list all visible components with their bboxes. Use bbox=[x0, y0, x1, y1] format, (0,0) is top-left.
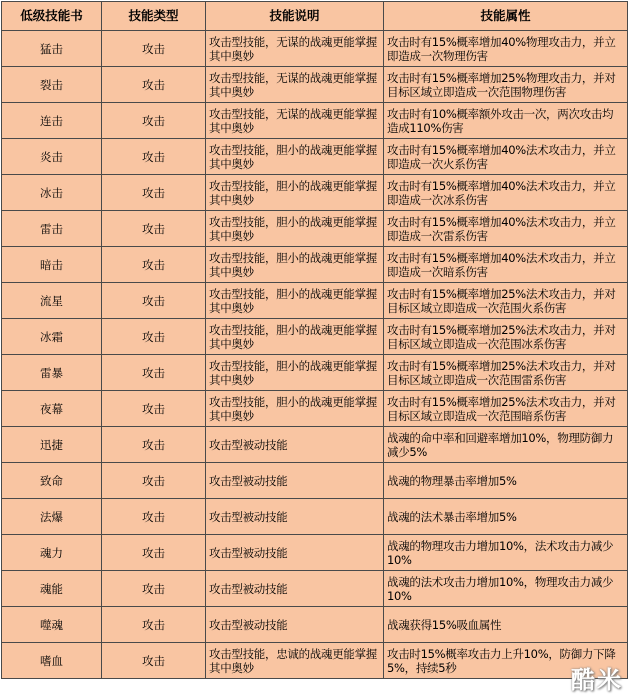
skill-desc-cell: 攻击型技能，忠诚的战魂更能掌握其中奥妙 bbox=[206, 643, 384, 679]
table-row bbox=[2, 535, 628, 571]
skill-type-cell: 攻击 bbox=[102, 139, 206, 175]
skill-desc-cell: 攻击型技能，胆小的战魂更能掌握其中奥妙 bbox=[206, 211, 384, 247]
skill-attr-cell: 攻击时有15%概率增加40%法术攻击力，并立即造成一次火系伤害 bbox=[384, 139, 628, 175]
skill-name-cell: 魂力 bbox=[2, 535, 102, 571]
skill-attr-cell: 战魂的法术攻击力增加10%，物理攻击力减少10% bbox=[384, 571, 628, 607]
skill-attr-cell: 攻击时有15%概率增加25%法术攻击力，并对目标区域立即造成一次范围冰系伤害 bbox=[384, 319, 628, 355]
skill-name-cell: 致命 bbox=[2, 463, 102, 499]
skill-type-cell: 攻击 bbox=[102, 103, 206, 139]
skill-desc-cell: 攻击型被动技能 bbox=[206, 607, 384, 643]
skill-desc-cell: 攻击型被动技能 bbox=[206, 571, 384, 607]
skill-type-cell: 攻击 bbox=[102, 427, 206, 463]
watermark-logo: 酷米 bbox=[571, 666, 623, 694]
skill-name-cell: 嗜血 bbox=[2, 643, 102, 679]
skill-name-cell: 魂能 bbox=[2, 571, 102, 607]
skill-attr-cell: 攻击时有15%概率增加40%物理攻击力，并立即造成一次物理伤害 bbox=[384, 31, 628, 67]
skill-attr-cell: 战魂的物理攻击力增加10%，法术攻击力减少10% bbox=[384, 535, 628, 571]
skill-desc-cell: 攻击型技能，胆小的战魂更能掌握其中奥妙 bbox=[206, 175, 384, 211]
table-body bbox=[2, 31, 628, 679]
skill-type-cell: 攻击 bbox=[102, 607, 206, 643]
skill-type-cell: 攻击 bbox=[102, 571, 206, 607]
table-row bbox=[2, 463, 628, 499]
skill-attr-cell: 攻击时有15%概率增加40%法术攻击力，并立即造成一次暗系伤害 bbox=[384, 247, 628, 283]
table-row bbox=[2, 67, 628, 103]
skill-type-cell: 攻击 bbox=[102, 499, 206, 535]
skill-attr-cell: 战魂的命中率和回避率增加10%，物理防御力减少5% bbox=[384, 427, 628, 463]
skill-attr-cell: 攻击时有10%概率额外攻击一次，两次攻击均造成110%伤害 bbox=[384, 103, 628, 139]
skill-name-cell: 冰击 bbox=[2, 175, 102, 211]
skill-attr-cell: 攻击时15%概率攻击力上升10%，防御力下降5%，持续5秒 bbox=[384, 643, 628, 679]
skill-desc-cell: 攻击型被动技能 bbox=[206, 499, 384, 535]
table-row bbox=[2, 31, 628, 67]
skill-desc-cell: 攻击型技能，胆小的战魂更能掌握其中奥妙 bbox=[206, 355, 384, 391]
skill-name-cell: 暗击 bbox=[2, 247, 102, 283]
skill-attr-cell: 攻击时有15%概率增加40%法术攻击力，并立即造成一次雷系伤害 bbox=[384, 211, 628, 247]
table-row bbox=[2, 571, 628, 607]
skill-attr-cell: 战魂获得15%吸血属性 bbox=[384, 607, 628, 643]
skill-type-cell: 攻击 bbox=[102, 175, 206, 211]
table-row bbox=[2, 391, 628, 427]
skill-name-cell: 猛击 bbox=[2, 31, 102, 67]
table-row bbox=[2, 607, 628, 643]
skill-desc-cell: 攻击型技能，胆小的战魂更能掌握其中奥妙 bbox=[206, 319, 384, 355]
skill-type-cell: 攻击 bbox=[102, 643, 206, 679]
table-row bbox=[2, 499, 628, 535]
table-row bbox=[2, 211, 628, 247]
header-type: 技能类型 bbox=[102, 2, 206, 31]
skill-desc-cell: 攻击型技能，胆小的战魂更能掌握其中奥妙 bbox=[206, 247, 384, 283]
skill-type-cell: 攻击 bbox=[102, 31, 206, 67]
table-row bbox=[2, 643, 628, 679]
skill-desc-cell: 攻击型技能，无谋的战魂更能掌握其中奥妙 bbox=[206, 31, 384, 67]
table-row bbox=[2, 247, 628, 283]
skill-desc-cell: 攻击型技能，胆小的战魂更能掌握其中奥妙 bbox=[206, 283, 384, 319]
skill-desc-cell: 攻击型被动技能 bbox=[206, 427, 384, 463]
header-book: 低级技能书 bbox=[2, 2, 102, 31]
skill-name-cell: 夜幕 bbox=[2, 391, 102, 427]
skill-desc-cell: 攻击型技能，无谋的战魂更能掌握其中奥妙 bbox=[206, 67, 384, 103]
skill-name-cell: 炎击 bbox=[2, 139, 102, 175]
skill-name-cell: 雷击 bbox=[2, 211, 102, 247]
skill-type-cell: 攻击 bbox=[102, 463, 206, 499]
skill-type-cell: 攻击 bbox=[102, 283, 206, 319]
table-row bbox=[2, 175, 628, 211]
table-row bbox=[2, 355, 628, 391]
skill-table bbox=[1, 1, 628, 679]
skill-name-cell: 流星 bbox=[2, 283, 102, 319]
table-row bbox=[2, 103, 628, 139]
skill-name-cell: 噬魂 bbox=[2, 607, 102, 643]
skill-attr-cell: 攻击时有15%概率增加25%法术攻击力，并对目标区域立即造成一次范围暗系伤害 bbox=[384, 391, 628, 427]
skill-attr-cell: 战魂的法术暴击率增加5% bbox=[384, 499, 628, 535]
header-row bbox=[2, 2, 628, 31]
skill-attr-cell: 攻击时有15%概率增加25%物理攻击力，并对目标区域立即造成一次范围物理伤害 bbox=[384, 67, 628, 103]
skill-desc-cell: 攻击型被动技能 bbox=[206, 463, 384, 499]
skill-type-cell: 攻击 bbox=[102, 211, 206, 247]
skill-type-cell: 攻击 bbox=[102, 535, 206, 571]
table-row bbox=[2, 139, 628, 175]
table-row bbox=[2, 283, 628, 319]
skill-type-cell: 攻击 bbox=[102, 319, 206, 355]
skill-type-cell: 攻击 bbox=[102, 355, 206, 391]
skill-desc-cell: 攻击型被动技能 bbox=[206, 535, 384, 571]
skill-type-cell: 攻击 bbox=[102, 67, 206, 103]
skill-name-cell: 连击 bbox=[2, 103, 102, 139]
table-row bbox=[2, 427, 628, 463]
skill-name-cell: 迅捷 bbox=[2, 427, 102, 463]
skill-name-cell: 法爆 bbox=[2, 499, 102, 535]
skill-name-cell: 雷暴 bbox=[2, 355, 102, 391]
skill-attr-cell: 攻击时有15%概率增加25%法术攻击力，并对目标区域立即造成一次范围火系伤害 bbox=[384, 283, 628, 319]
skill-desc-cell: 攻击型技能，无谋的战魂更能掌握其中奥妙 bbox=[206, 103, 384, 139]
skill-type-cell: 攻击 bbox=[102, 391, 206, 427]
skill-attr-cell: 攻击时有15%概率增加25%法术攻击力，并对目标区域立即造成一次范围雷系伤害 bbox=[384, 355, 628, 391]
table-row bbox=[2, 319, 628, 355]
header-desc: 技能说明 bbox=[206, 2, 384, 31]
skill-name-cell: 裂击 bbox=[2, 67, 102, 103]
header-attr: 技能属性 bbox=[384, 2, 628, 31]
skill-name-cell: 冰霜 bbox=[2, 319, 102, 355]
skill-attr-cell: 攻击时有15%概率增加40%法术攻击力，并立即造成一次冰系伤害 bbox=[384, 175, 628, 211]
skill-type-cell: 攻击 bbox=[102, 247, 206, 283]
skill-attr-cell: 战魂的物理暴击率增加5% bbox=[384, 463, 628, 499]
skill-desc-cell: 攻击型技能，胆小的战魂更能掌握其中奥妙 bbox=[206, 139, 384, 175]
skill-desc-cell: 攻击型技能，胆小的战魂更能掌握其中奥妙 bbox=[206, 391, 384, 427]
